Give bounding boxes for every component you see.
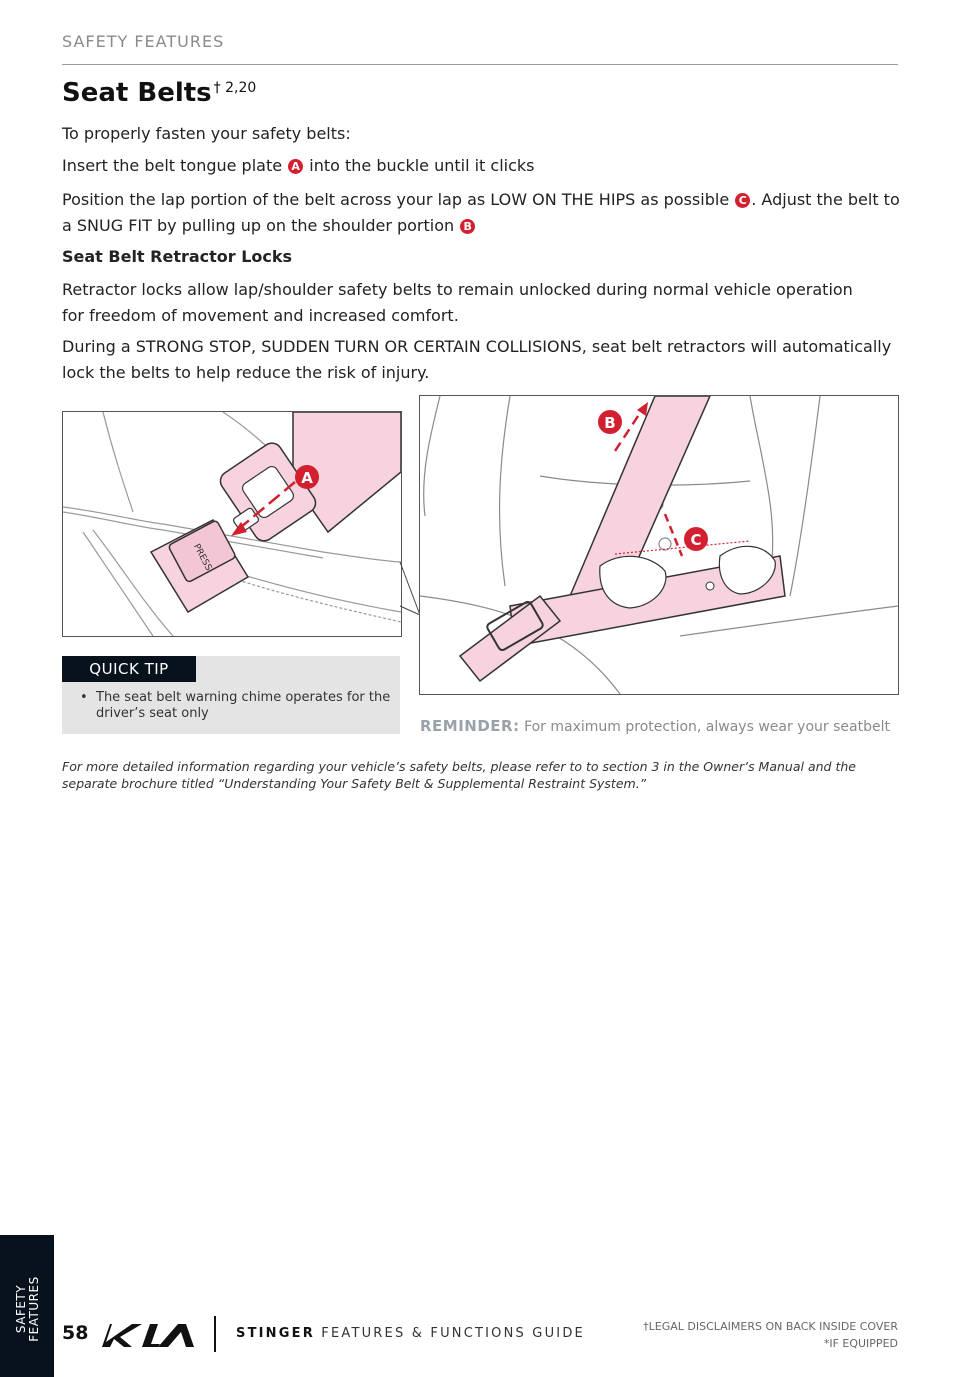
page-title — [62, 78, 256, 108]
lap-belt-drawing — [420, 396, 898, 694]
footer-model: STINGER — [236, 1326, 315, 1341]
footer-disclaimers — [643, 1318, 898, 1352]
legal-disclaimer: †LEGAL DISCLAIMERS ON BACK INSIDE COVER — [643, 1320, 898, 1333]
callout-a-badge: A — [288, 159, 303, 174]
step-insert-text-2: into the buckle until it clicks — [309, 156, 535, 175]
callout-a-label: A — [301, 469, 313, 487]
if-equipped-note: *IF EQUIPPED — [823, 1337, 898, 1350]
intro-text: To properly fasten your safety belts: — [62, 124, 351, 143]
reminder-label: REMINDER: — [420, 717, 520, 735]
callout-b-label: B — [604, 414, 616, 432]
footer-guide-text: FEATURES & FUNCTIONS GUIDE — [321, 1326, 585, 1341]
reminder-text: For maximum protection, always wear your seatbelt — [524, 719, 890, 735]
side-tab-label — [15, 1261, 41, 1357]
quick-tip-bullet: • — [80, 690, 88, 705]
side-tab-line-2: FEATURES — [27, 1276, 41, 1342]
title-superscript: † 2,20 — [213, 80, 257, 96]
quick-tip-text: The seat belt warning chime operates for the driver’s seat only — [96, 690, 391, 721]
retractor-paragraph-1: Retractor locks allow lap/shoulder safety belts to remain unlocked during normal vehicle operation for freedom of movement and increased comfort. — [62, 280, 853, 325]
buckle-illustration — [62, 411, 402, 637]
step-position — [62, 187, 902, 239]
callout-b-badge: B — [460, 219, 475, 234]
page-number: 58 — [62, 1322, 89, 1344]
kia-logo — [98, 1320, 198, 1350]
callout-c-label: C — [690, 531, 702, 549]
buckle-drawing — [63, 412, 401, 636]
quick-tip-label: QUICK TIP — [62, 656, 196, 682]
header-divider — [62, 64, 898, 65]
lap-belt-illustration — [419, 395, 899, 695]
footer-divider — [214, 1316, 216, 1352]
title-text: Seat Belts — [62, 78, 212, 108]
callout-c-badge: C — [735, 193, 750, 208]
step-position-text-2: . Adjust the belt to a SNUG FIT by pulling up on the shoulder portion — [62, 190, 900, 235]
footnote: For more detailed information regarding your vehicle’s safety belts, please refer to to section 3 in the Owner’s Manual and the separate brochure titled “Understanding Your Safety Belt & Supplemental Restraint System.” — [62, 759, 856, 791]
footer-guide-title — [236, 1326, 585, 1341]
step-position-text: Position the lap portion of the belt across your lap as LOW ON THE HIPS as possible — [62, 190, 730, 209]
section-header: SAFETY FEATURES — [62, 32, 225, 51]
side-tab-line-1: SAFETY — [14, 1284, 28, 1334]
retractor-heading: Seat Belt Retractor Locks — [62, 247, 293, 266]
step-insert-text: Insert the belt tongue plate — [62, 156, 283, 175]
reminder — [420, 717, 890, 735]
press-label: PRESS — [190, 542, 214, 573]
retractor-paragraph-2: During a STRONG STOP, SUDDEN TURN OR CERTAIN COLLISIONS, seat belt retractors will automatically lock the belts to help reduce the risk of injury. — [62, 337, 892, 382]
quick-tip-box — [62, 656, 400, 734]
step-insert — [62, 153, 902, 179]
